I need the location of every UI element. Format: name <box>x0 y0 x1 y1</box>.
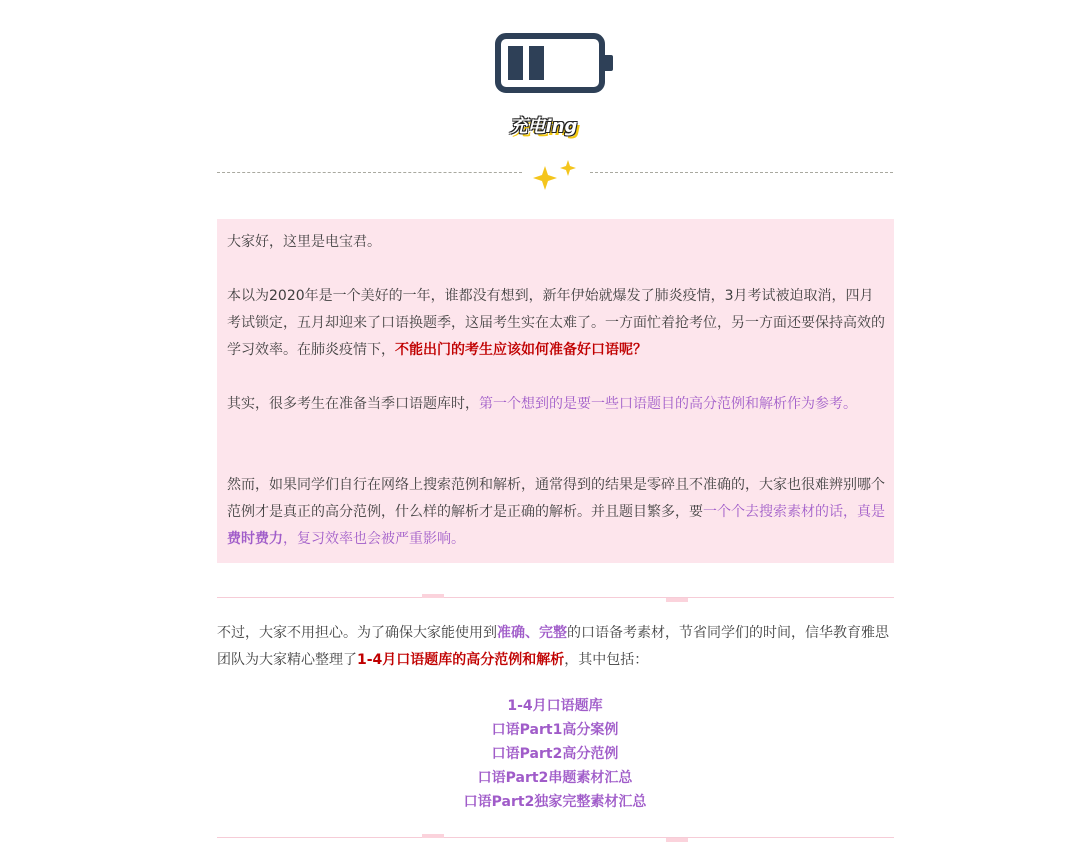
separator <box>217 837 894 838</box>
divider-right <box>590 172 893 173</box>
list-item: 口语Part1高分案例 <box>491 722 619 738</box>
problem-bold: 费时费力 <box>227 531 283 547</box>
reference-paragraph <box>227 391 887 418</box>
solution-text-a: 不过，大家不用担心。为了确保大家能使用到 <box>217 625 497 641</box>
solution-text-c: 的口语备考素材，节省同学们的时间，信华教育雅思团队为大家精心整理了 <box>217 625 889 668</box>
solution-highlight-accurate: 准确、完整 <box>497 625 567 641</box>
separator-accent <box>666 838 688 842</box>
list-item: 口语Part2高分范例 <box>491 746 619 762</box>
problem-purple-2: ，复习效率也会被严重影响。 <box>283 531 465 547</box>
intro-highlight: 不能出门的考生应该如何准备好口语呢？ <box>395 342 647 358</box>
list-item: 1-4月口语题库 <box>507 698 603 714</box>
battery-half-icon <box>495 33 615 93</box>
solution-highlight-title: 1-4月口语题库的高分范例和解析 <box>357 652 565 668</box>
sparkle-icon <box>530 158 580 192</box>
divider-left <box>217 172 522 173</box>
materials-list <box>217 694 893 814</box>
solution-text-e: ，其中包括： <box>564 652 649 668</box>
intro-paragraph <box>227 283 887 364</box>
charging-label: 充电ing <box>509 116 578 137</box>
separator-accent <box>422 834 444 838</box>
reference-text: 其实，很多考生在准备当季口语题库时， <box>227 396 479 412</box>
problem-purple-1: 一个个去搜索素材的话，真是 <box>703 504 885 520</box>
list-item: 口语Part2串题素材汇总 <box>477 770 633 786</box>
separator-accent <box>422 594 444 598</box>
solution-paragraph <box>217 620 893 674</box>
greeting-text: 大家好，这里是电宝君。 <box>227 234 381 250</box>
separator <box>217 597 894 598</box>
list-item: 口语Part2独家完整素材汇总 <box>463 794 647 810</box>
separator-accent <box>666 598 688 602</box>
intro-text: 本以为2020年是一个美好的一年，谁都没有想到，新年伊始就爆发了肺炎疫情，3月考试被迫取消，四月考试锁定，五月却迎来了口语换题季，这届考生实在太难了。一方面忙着抢考位，另一方面还要保持高效的学习效率。在肺炎疫情下， <box>227 288 885 358</box>
reference-highlight: 第一个想到的是要一些口语题目的高分范例和解析作为参考。 <box>479 396 857 412</box>
problem-text: 然而，如果同学们自行在网络上搜索范例和解析，通常得到的结果是零碎且不准确的，大家也很难辨别哪个范例才是真正的高分范例，什么样的解析才是正确的解析。并且题目繁多，要 <box>227 477 885 520</box>
problem-paragraph <box>227 472 887 553</box>
